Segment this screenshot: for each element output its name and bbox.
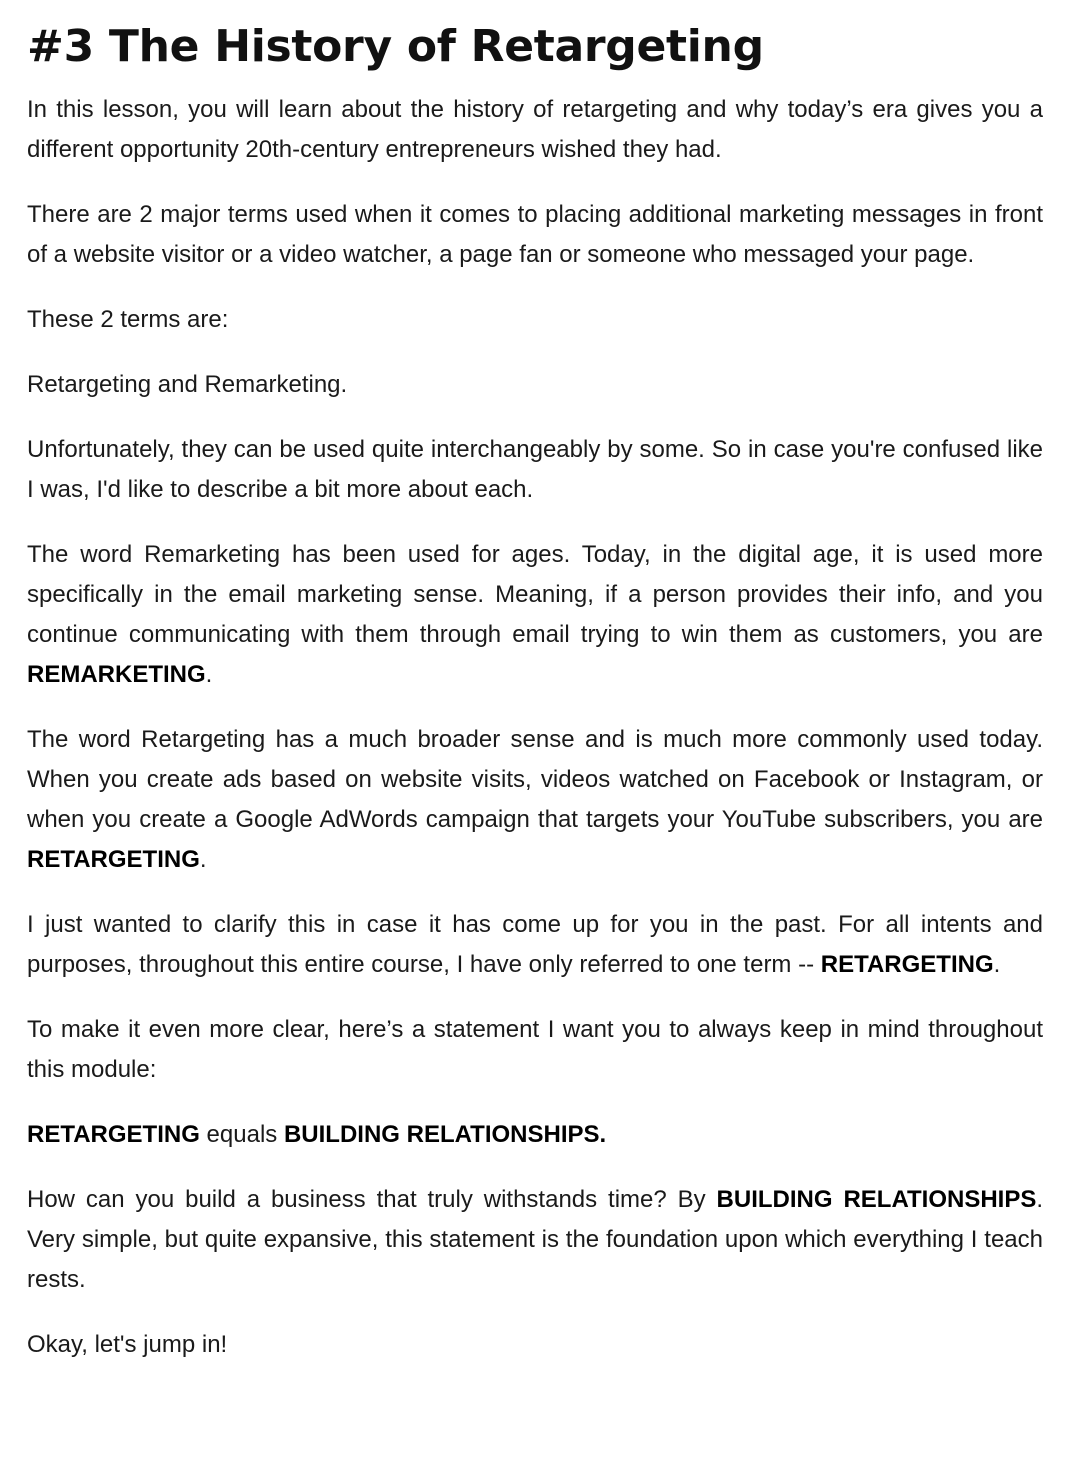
remarketing-text: The word Remarketing has been used for ages. Today, in the digital age, it is used more specifically in the email marketing sense. Meaning, if a person provides their info, and you continue communicating with them through email trying to win them as customers, you are [27, 541, 1043, 648]
lesson-title: #3 The History of Retargeting [27, 21, 764, 72]
interchangeable-paragraph: Unfortunately, they can be used quite interchangeably by some. So in case you're confused like I was, I'd like to describe a bit more about each. [27, 436, 1043, 503]
clarify-paragraph [27, 905, 1043, 985]
remarketing-paragraph [27, 535, 1043, 695]
statement-line [27, 1115, 1043, 1155]
remarketing-term: REMARKETING [27, 661, 206, 688]
statement-intro-paragraph: To make it even more clear, here’s a statement I want you to always keep in mind throughout this module: [27, 1016, 1043, 1083]
intro-paragraph: In this lesson, you will learn about the history of retargeting and why today’s era gives you a different opportunity 20th-century entrepreneurs wished they had. [27, 96, 1043, 163]
foundation-end: . Very simple, but quite expansive, this statement is the foundation upon which everything I teach rests. [27, 1186, 1044, 1293]
retargeting-term: RETARGETING [27, 846, 200, 873]
lesson-document [27, 18, 1043, 1365]
terms-paragraph: There are 2 major terms used when it comes to placing additional marketing messages in front of a website visitor or a video watcher, a page fan or someone who messaged your page. [27, 201, 1043, 268]
remarketing-period: . [205, 661, 213, 688]
clarify-period: . [993, 951, 1001, 978]
clarify-term: RETARGETING [820, 951, 994, 978]
retargeting-text: The word Retargeting has a much broader sense and is much more commonly used today. When you create ads based on website visits, videos watched on Facebook or Instagram, or when you create a Google AdWords campaign that targets your YouTube subscribers, you are [27, 726, 1043, 833]
statement-equals: equals [199, 1121, 284, 1148]
foundation-paragraph [27, 1180, 1043, 1300]
clarify-text: I just wanted to clarify this in case it has come up for you in the past. For all intents and purposes, throughout this entire course, I have only referred to one term -- [27, 911, 1043, 978]
closing-line: Okay, let's jump in! [27, 1331, 228, 1358]
foundation-term: BUILDING RELATIONSHIPS [716, 1186, 1037, 1213]
terms-intro-line: These 2 terms are: [27, 306, 229, 333]
statement-term-relationships: BUILDING RELATIONSHIPS. [283, 1121, 607, 1148]
statement-term-retargeting: RETARGETING [27, 1121, 200, 1148]
foundation-text: How can you build a business that truly withstands time? By [27, 1186, 717, 1213]
retargeting-paragraph [27, 720, 1043, 880]
retargeting-period: . [199, 846, 207, 873]
terms-list-line: Retargeting and Remarketing. [27, 371, 348, 398]
